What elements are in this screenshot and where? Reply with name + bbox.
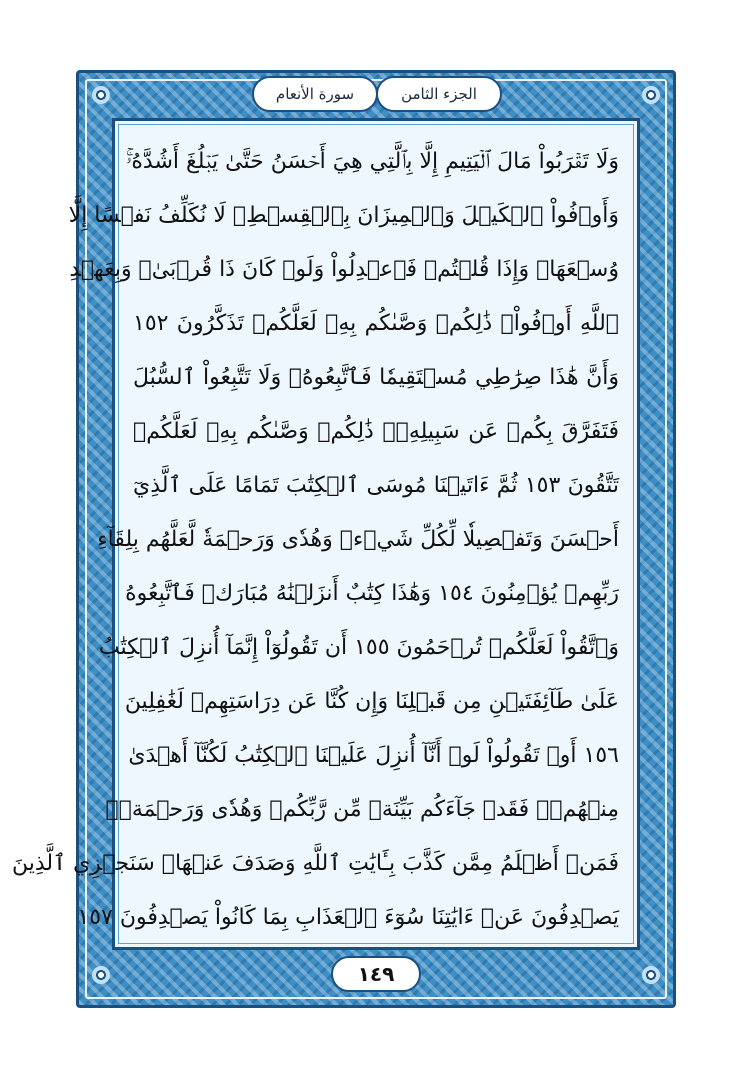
page-number: ١٤٩	[331, 956, 421, 992]
verse-line: فَمَنۡ أَظۡلَمُ مِمَّن كَذَّبَ بِـَٔايَٰتِ ٱللَّهِ وَصَدَفَ عَنۡهَاۗ سَنَجۡزِي ٱلَّذِينَ	[11, 851, 619, 876]
surah-name-header: سورة الأنعام	[252, 76, 378, 112]
verse-line: وُسۡعَهَاۖ وَإِذَا قُلۡتُمۡ فَٱعۡدِلُواْ وَلَوۡ كَانَ ذَا قُرۡبَىٰۖ وَبِعَهۡدِ	[69, 257, 619, 282]
verse-line: رَبِّهِمۡ يُؤۡمِنُونَ ١٥٤ وَهَٰذَا كِتَٰبٌ أَنزَلۡنَٰهُ مُبَارَكٞ فَٱتَّبِعُوهُ	[125, 581, 619, 606]
corner-ornament-icon	[642, 86, 660, 104]
verse-line: تَتَّقُونَ ١٥٣ ثُمَّ ءَاتَيۡنَا مُوسَى ٱلۡكِتَٰبَ تَمَامًا عَلَى ٱلَّذِيٓ	[133, 473, 620, 498]
corner-ornament-icon	[92, 86, 110, 104]
verse-line: وَأَنَّ هَٰذَا صِرَٰطِي مُسۡتَقِيمٗا فَٱتَّبِعُوهُۖ وَلَا تَتَّبِعُواْ ٱلسُّبُلَ	[133, 365, 619, 390]
quran-text-panel	[11, 118, 640, 950]
verse-line: مِنۡهُمۡۚ فَقَدۡ جَآءَكُم بَيِّنَةٞ مِّن رَّبِّكُمۡ وَهُدٗى وَرَحۡمَةٞۚ	[105, 797, 619, 822]
corner-ornament-icon	[92, 966, 110, 984]
verse-lines	[11, 135, 620, 945]
verse-line: وَٱتَّقُواْ لَعَلَّكُمۡ تُرۡحَمُونَ ١٥٥ أَن تَقُولُوٓاْ إِنَّمَآ أُنزِلَ ٱلۡكِتَٰبُ	[98, 635, 619, 660]
verse-line: يَصۡدِفُونَ عَنۡ ءَايَٰتِنَا سُوٓءَ ٱلۡعَذَابِ بِمَا كَانُواْ يَصۡدِفُونَ ١٥٧	[77, 905, 619, 930]
verse-line: عَلَىٰ طَآئِفَتَيۡنِ مِن قَبۡلِنَا وَإِن كُنَّا عَن دِرَاسَتِهِمۡ لَغَٰفِلِينَ	[124, 689, 619, 714]
verse-line: وَلَا تَقۡرَبُواْ مَالَ ٱلۡيَتِيمِ إِلَّا بِٱلَّتِي هِيَ أَحۡسَنُ حَتَّىٰ يَبۡلُغَ أَشُدَّهُۥۚ	[125, 149, 619, 174]
verse-line: فَتَفَرَّقَ بِكُمۡ عَن سَبِيلِهِۦۚ ذَٰلِكُمۡ وَصَّىٰكُم بِهِۦ لَعَلَّكُمۡ	[133, 419, 619, 444]
corner-ornament-icon	[642, 966, 660, 984]
juz-name-header: الجزء الثامن	[376, 76, 502, 112]
verse-line: أَحۡسَنَ وَتَفۡصِيلٗا لِّكُلِّ شَيۡءٖ وَهُدٗى وَرَحۡمَةٗ لَّعَلَّهُم بِلِقَآءِ	[97, 527, 619, 552]
verse-line: ١٥٦ أَوۡ تَقُولُواْ لَوۡ أَنَّآ أُنزِلَ عَلَيۡنَا ٱلۡكِتَٰبُ لَكُنَّآ أَهۡدَىٰ	[128, 743, 619, 768]
verse-line: ٱللَّهِ أَوۡفُواْۚ ذَٰلِكُمۡ وَصَّىٰكُم بِهِۦ لَعَلَّكُمۡ تَذَكَّرُونَ ١٥٢	[133, 311, 619, 336]
verse-line: وَأَوۡفُواْ ٱلۡكَيۡلَ وَٱلۡمِيزَانَ بِٱلۡقِسۡطِۖ لَا نُكَلِّفُ نَفۡسًا إِلَّا	[68, 203, 619, 228]
